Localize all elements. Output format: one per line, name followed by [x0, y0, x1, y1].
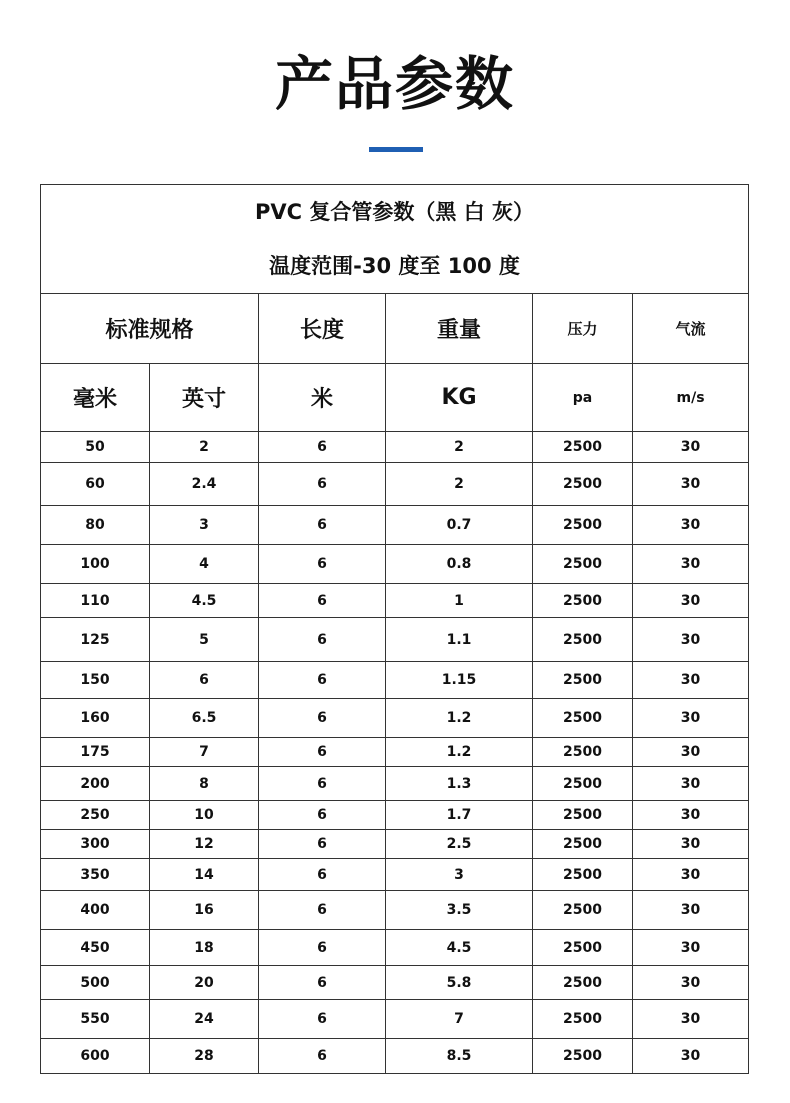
cell-weight: 1.3 — [386, 767, 533, 801]
cell-mm: 110 — [41, 584, 150, 618]
table-row — [41, 432, 749, 463]
cell-airflow: 30 — [633, 1000, 749, 1039]
caption-line-1: PVC 复合管参数（黑 白 灰） — [255, 200, 535, 224]
spec-table — [40, 184, 749, 1074]
cell-mm: 350 — [41, 859, 150, 891]
cell-mm: 125 — [41, 618, 150, 662]
cell-inch: 4 — [150, 545, 259, 584]
header-inch: 英寸 — [150, 364, 259, 432]
cell-mm: 60 — [41, 463, 150, 506]
cell-mm: 600 — [41, 1039, 150, 1074]
table-row — [41, 463, 749, 506]
table-row — [41, 506, 749, 545]
cell-weight: 1.2 — [386, 699, 533, 738]
caption-line-2: 温度范围-30 度至 100 度 — [269, 254, 520, 278]
cell-length: 6 — [259, 506, 386, 545]
table-row — [41, 738, 749, 767]
cell-pressure: 2500 — [533, 891, 633, 930]
cell-airflow: 30 — [633, 545, 749, 584]
page-title: 产品参数 — [274, 50, 515, 118]
header-mm: 毫米 — [41, 364, 150, 432]
cell-inch: 8 — [150, 767, 259, 801]
cell-pressure: 2500 — [533, 662, 633, 699]
table-row — [41, 1000, 749, 1039]
cell-mm: 160 — [41, 699, 150, 738]
cell-inch: 12 — [150, 830, 259, 859]
cell-mm: 300 — [41, 830, 150, 859]
cell-pressure: 2500 — [533, 930, 633, 966]
cell-weight: 1.15 — [386, 662, 533, 699]
cell-length: 6 — [259, 859, 386, 891]
cell-airflow: 30 — [633, 463, 749, 506]
cell-weight: 1 — [386, 584, 533, 618]
cell-length: 6 — [259, 830, 386, 859]
header-row-2 — [41, 364, 749, 432]
cell-length: 6 — [259, 891, 386, 930]
cell-length: 6 — [259, 618, 386, 662]
cell-inch: 28 — [150, 1039, 259, 1074]
cell-pressure: 2500 — [533, 830, 633, 859]
cell-inch: 7 — [150, 738, 259, 767]
cell-length: 6 — [259, 584, 386, 618]
cell-pressure: 2500 — [533, 699, 633, 738]
header-length: 长度 — [259, 294, 386, 364]
table-caption — [41, 185, 749, 294]
cell-weight: 2 — [386, 432, 533, 463]
cell-inch: 24 — [150, 1000, 259, 1039]
cell-weight: 1.1 — [386, 618, 533, 662]
cell-length: 6 — [259, 463, 386, 506]
title-underline — [369, 147, 423, 152]
cell-length: 6 — [259, 432, 386, 463]
cell-weight: 8.5 — [386, 1039, 533, 1074]
cell-airflow: 30 — [633, 830, 749, 859]
cell-pressure: 2500 — [533, 618, 633, 662]
cell-airflow: 30 — [633, 699, 749, 738]
cell-length: 6 — [259, 738, 386, 767]
table-row — [41, 1039, 749, 1074]
header-row-1 — [41, 294, 749, 364]
cell-length: 6 — [259, 930, 386, 966]
cell-weight: 1.2 — [386, 738, 533, 767]
cell-airflow: 30 — [633, 891, 749, 930]
cell-weight: 4.5 — [386, 930, 533, 966]
cell-weight: 2.5 — [386, 830, 533, 859]
cell-inch: 2.4 — [150, 463, 259, 506]
cell-pressure: 2500 — [533, 859, 633, 891]
table-row — [41, 767, 749, 801]
cell-weight: 1.7 — [386, 801, 533, 830]
cell-length: 6 — [259, 662, 386, 699]
cell-airflow: 30 — [633, 584, 749, 618]
cell-inch: 4.5 — [150, 584, 259, 618]
cell-length: 6 — [259, 699, 386, 738]
cell-weight: 3.5 — [386, 891, 533, 930]
cell-airflow: 30 — [633, 432, 749, 463]
table-row — [41, 618, 749, 662]
cell-pressure: 2500 — [533, 463, 633, 506]
cell-pressure: 2500 — [533, 506, 633, 545]
table-row — [41, 930, 749, 966]
cell-length: 6 — [259, 545, 386, 584]
cell-inch: 3 — [150, 506, 259, 545]
cell-airflow: 30 — [633, 662, 749, 699]
cell-length: 6 — [259, 767, 386, 801]
cell-mm: 50 — [41, 432, 150, 463]
cell-airflow: 30 — [633, 930, 749, 966]
table-caption-row — [41, 185, 749, 294]
table-row — [41, 545, 749, 584]
cell-pressure: 2500 — [533, 767, 633, 801]
cell-inch: 10 — [150, 801, 259, 830]
cell-pressure: 2500 — [533, 432, 633, 463]
table-row — [41, 662, 749, 699]
cell-airflow: 30 — [633, 618, 749, 662]
cell-length: 6 — [259, 966, 386, 1000]
header-pressure-unit: pa — [533, 364, 633, 432]
table-row — [41, 859, 749, 891]
cell-pressure: 2500 — [533, 966, 633, 1000]
header-pressure: 压力 — [533, 294, 633, 364]
cell-weight: 5.8 — [386, 966, 533, 1000]
cell-mm: 400 — [41, 891, 150, 930]
cell-airflow: 30 — [633, 859, 749, 891]
cell-mm: 250 — [41, 801, 150, 830]
cell-pressure: 2500 — [533, 738, 633, 767]
cell-airflow: 30 — [633, 506, 749, 545]
cell-pressure: 2500 — [533, 1039, 633, 1074]
cell-weight: 2 — [386, 463, 533, 506]
cell-inch: 18 — [150, 930, 259, 966]
cell-mm: 550 — [41, 1000, 150, 1039]
cell-weight: 0.7 — [386, 506, 533, 545]
cell-pressure: 2500 — [533, 1000, 633, 1039]
cell-inch: 6.5 — [150, 699, 259, 738]
cell-inch: 14 — [150, 859, 259, 891]
cell-pressure: 2500 — [533, 584, 633, 618]
table-row — [41, 891, 749, 930]
table-row — [41, 966, 749, 1000]
cell-pressure: 2500 — [533, 545, 633, 584]
header-weight-unit: KG — [386, 364, 533, 432]
cell-mm: 100 — [41, 545, 150, 584]
cell-mm: 150 — [41, 662, 150, 699]
table-row — [41, 830, 749, 859]
header-weight: 重量 — [386, 294, 533, 364]
cell-airflow: 30 — [633, 1039, 749, 1074]
cell-mm: 500 — [41, 966, 150, 1000]
cell-weight: 3 — [386, 859, 533, 891]
cell-airflow: 30 — [633, 767, 749, 801]
cell-inch: 16 — [150, 891, 259, 930]
cell-weight: 7 — [386, 1000, 533, 1039]
cell-mm: 80 — [41, 506, 150, 545]
header-spec: 标准规格 — [41, 294, 259, 364]
header-airflow-unit: m/s — [633, 364, 749, 432]
cell-length: 6 — [259, 1000, 386, 1039]
table-row — [41, 584, 749, 618]
header-airflow: 气流 — [633, 294, 749, 364]
cell-inch: 6 — [150, 662, 259, 699]
cell-airflow: 30 — [633, 966, 749, 1000]
cell-airflow: 30 — [633, 738, 749, 767]
cell-inch: 2 — [150, 432, 259, 463]
cell-pressure: 2500 — [533, 801, 633, 830]
cell-inch: 5 — [150, 618, 259, 662]
cell-mm: 175 — [41, 738, 150, 767]
cell-length: 6 — [259, 801, 386, 830]
cell-weight: 0.8 — [386, 545, 533, 584]
cell-mm: 200 — [41, 767, 150, 801]
cell-airflow: 30 — [633, 801, 749, 830]
table-row — [41, 699, 749, 738]
cell-mm: 450 — [41, 930, 150, 966]
cell-inch: 20 — [150, 966, 259, 1000]
cell-length: 6 — [259, 1039, 386, 1074]
table-row — [41, 801, 749, 830]
header-length-unit: 米 — [259, 364, 386, 432]
